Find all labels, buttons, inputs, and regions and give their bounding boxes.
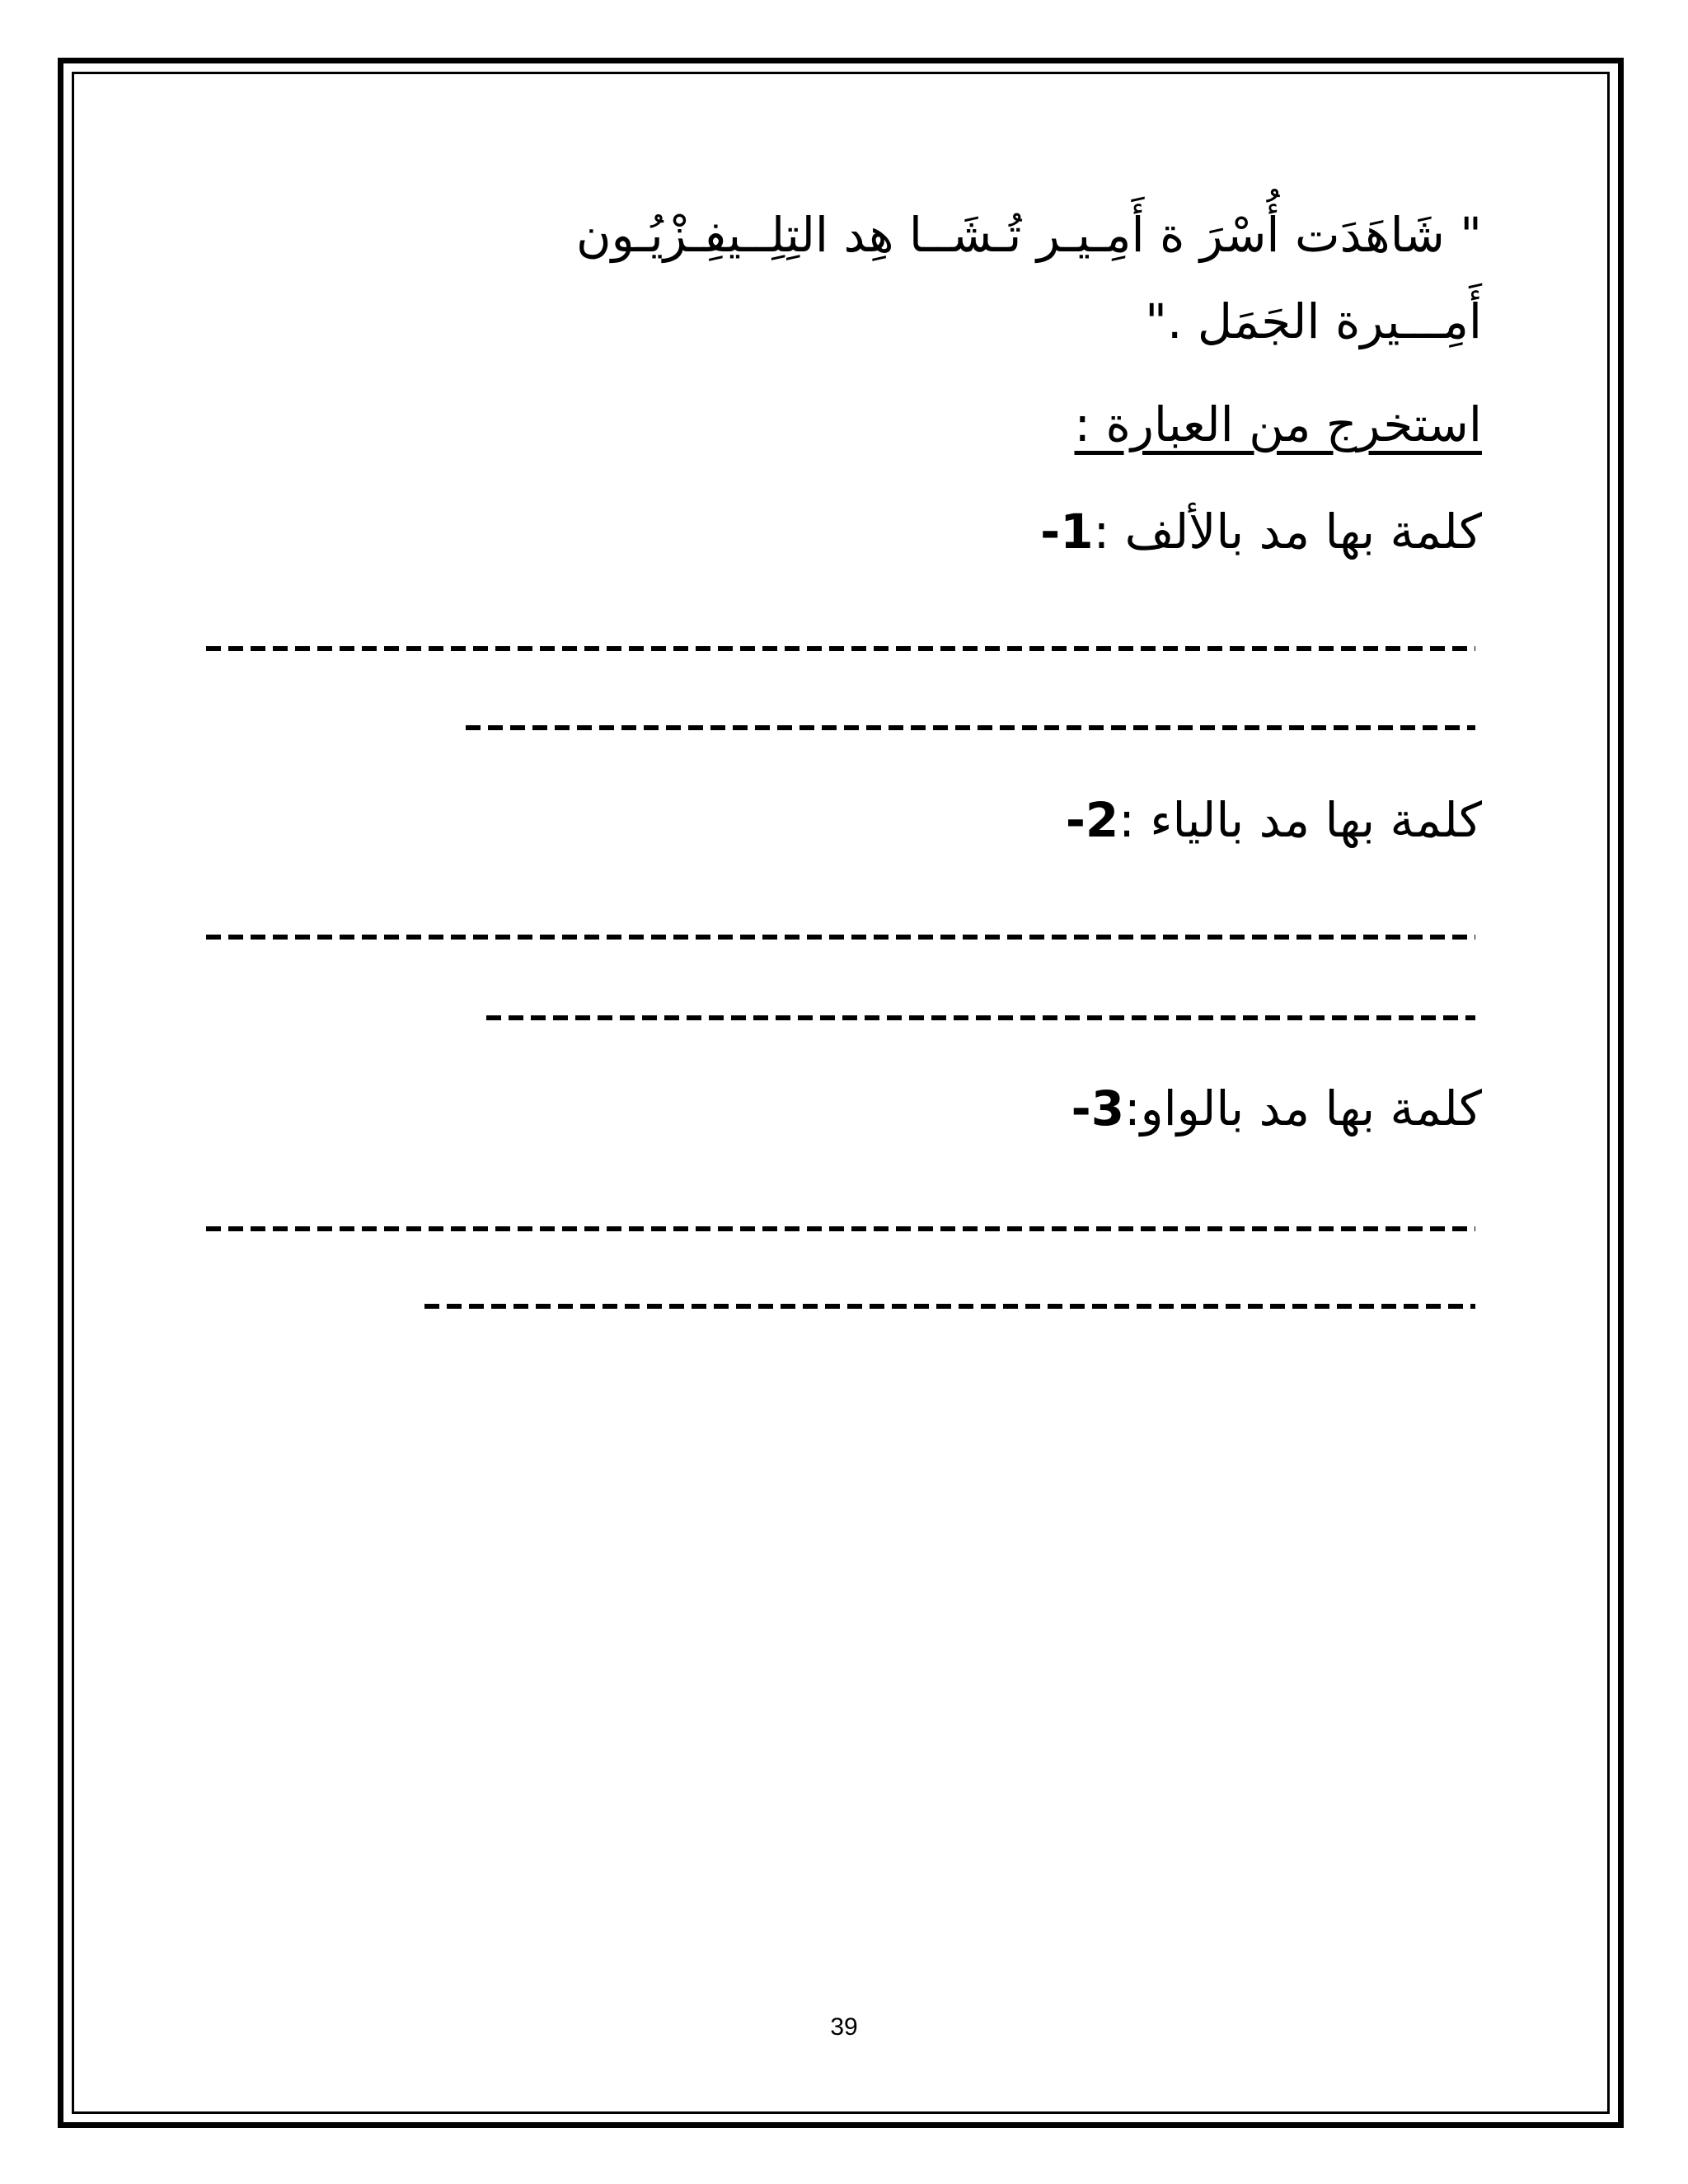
instruction-heading: استخرج من العبارة : <box>1074 396 1482 452</box>
answer-line-2b[interactable] <box>486 1015 1475 1020</box>
question-1-text: كلمة بها مد بالألف : <box>1093 504 1482 560</box>
question-2-text: كلمة بها مد بالياء : <box>1118 792 1482 848</box>
question-2-number: 2- <box>1065 792 1119 848</box>
passage-line-2: أَمِـــيرة الجَمَل ." <box>1145 293 1482 349</box>
question-3-text: كلمة بها مد بالواو: <box>1124 1080 1482 1137</box>
passage-line-1: " شَاهَدَت أُسْرَ ة أَمِـيـر تُـشَــا هِد التِلِــيفِـزْيُـون <box>576 207 1482 263</box>
answer-line-2a[interactable] <box>206 935 1475 940</box>
answer-line-3b[interactable] <box>424 1304 1475 1309</box>
question-2 <box>1066 787 1482 853</box>
question-1-number: 1- <box>1040 504 1094 560</box>
answer-line-3a[interactable] <box>206 1226 1475 1231</box>
answer-line-1b[interactable] <box>466 725 1475 730</box>
page-number: 39 <box>830 2013 858 2041</box>
answer-line-1a[interactable] <box>206 646 1475 651</box>
question-3 <box>1071 1076 1482 1141</box>
question-3-number: 3- <box>1071 1080 1125 1137</box>
question-1 <box>1040 499 1482 565</box>
